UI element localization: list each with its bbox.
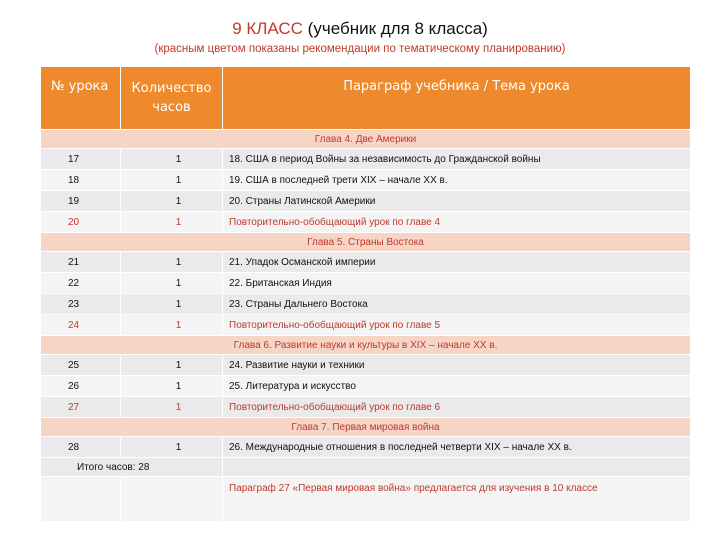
lesson-number: 25: [41, 355, 121, 376]
lesson-number: 17: [41, 149, 121, 170]
lesson-hours: 1: [121, 149, 223, 170]
lesson-hours: 1: [121, 376, 223, 397]
table-row: [41, 252, 691, 273]
table-note-row: [41, 477, 691, 522]
note-row-empty-cell: [121, 477, 223, 522]
table-total-row: [41, 458, 691, 477]
page-title-rest: (учебник для 8 класса): [302, 19, 488, 38]
note-row-empty-cell: [41, 477, 121, 522]
lesson-topic: 25. Литература и искусство: [223, 376, 691, 397]
total-hours: Итого часов: 28: [41, 458, 223, 477]
lesson-topic: 20. Страны Латинской Америки: [223, 191, 691, 212]
header-lesson-number: № урока: [41, 67, 121, 130]
lesson-hours: 1: [121, 355, 223, 376]
table-row: [41, 397, 691, 418]
lesson-number: 19: [41, 191, 121, 212]
lesson-topic: 22. Британская Индия: [223, 273, 691, 294]
lesson-topic: 18. США в период Войны за независимость до Гражданской войны: [223, 149, 691, 170]
recommendation-note: Параграф 27 «Первая мировая война» предлагается для изучения в 10 классе: [223, 477, 691, 522]
lesson-hours: 1: [121, 437, 223, 458]
lesson-number: 20: [41, 212, 121, 233]
lesson-hours: 1: [121, 315, 223, 336]
lesson-number: 24: [41, 315, 121, 336]
table-row: [41, 437, 691, 458]
chapter-row: [41, 418, 691, 437]
page-subtitle: (красным цветом показаны рекомендации по тематическому планированию): [154, 43, 566, 55]
lesson-hours: 1: [121, 212, 223, 233]
lesson-topic: 19. США в последней трети XIX – начале XX в.: [223, 170, 691, 191]
lesson-hours: 1: [121, 252, 223, 273]
chapter-row: [41, 233, 691, 252]
lesson-topic: 21. Упадок Османской империи: [223, 252, 691, 273]
lesson-topic: Повторительно-обобщающий урок по главе 4: [223, 212, 691, 233]
lesson-number: 22: [41, 273, 121, 294]
lesson-topic: Повторительно-обобщающий урок по главе 5: [223, 315, 691, 336]
table-row: [41, 315, 691, 336]
header-hours: [121, 67, 223, 130]
chapter-row: [41, 336, 691, 355]
page-title-grade: 9 КЛАСС: [232, 19, 303, 38]
lesson-hours: 1: [121, 294, 223, 315]
lesson-topic: 23. Страны Дальнего Востока: [223, 294, 691, 315]
table-row: [41, 170, 691, 191]
lesson-hours: 1: [121, 273, 223, 294]
lesson-hours: 1: [121, 191, 223, 212]
table-row: [41, 273, 691, 294]
chapter-row: [41, 130, 691, 149]
table-row: [41, 355, 691, 376]
total-row-empty-cell: [223, 458, 691, 477]
lesson-topic: Повторительно-обобщающий урок по главе 6: [223, 397, 691, 418]
chapter-title: Глава 7. Первая мировая война: [41, 418, 691, 437]
table-body: [41, 130, 691, 458]
lesson-hours: 1: [121, 170, 223, 191]
lesson-topic: 24. Развитие науки и техники: [223, 355, 691, 376]
lesson-number: 26: [41, 376, 121, 397]
lesson-number: 18: [41, 170, 121, 191]
lesson-number: 23: [41, 294, 121, 315]
lesson-number: 27: [41, 397, 121, 418]
table-row: [41, 191, 691, 212]
lesson-plan-table: [40, 66, 691, 522]
table-row: [41, 212, 691, 233]
page-title: [0, 19, 720, 39]
header-hours-line2: часов: [152, 100, 191, 115]
lesson-topic: 26. Международные отношения в последней четверти XIX – начале XX в.: [223, 437, 691, 458]
header-hours-line1: Количество: [131, 81, 212, 96]
table-row: [41, 376, 691, 397]
table-header-row: [41, 67, 691, 130]
table-row: [41, 149, 691, 170]
header-topic: Параграф учебника / Тема урока: [223, 67, 691, 130]
lesson-number: 28: [41, 437, 121, 458]
chapter-title: Глава 6. Развитие науки и культуры в XIX – начале XX в.: [41, 336, 691, 355]
table-row: [41, 294, 691, 315]
chapter-title: Глава 4. Две Америки: [41, 130, 691, 149]
chapter-title: Глава 5. Страны Востока: [41, 233, 691, 252]
lesson-hours: 1: [121, 397, 223, 418]
lesson-number: 21: [41, 252, 121, 273]
